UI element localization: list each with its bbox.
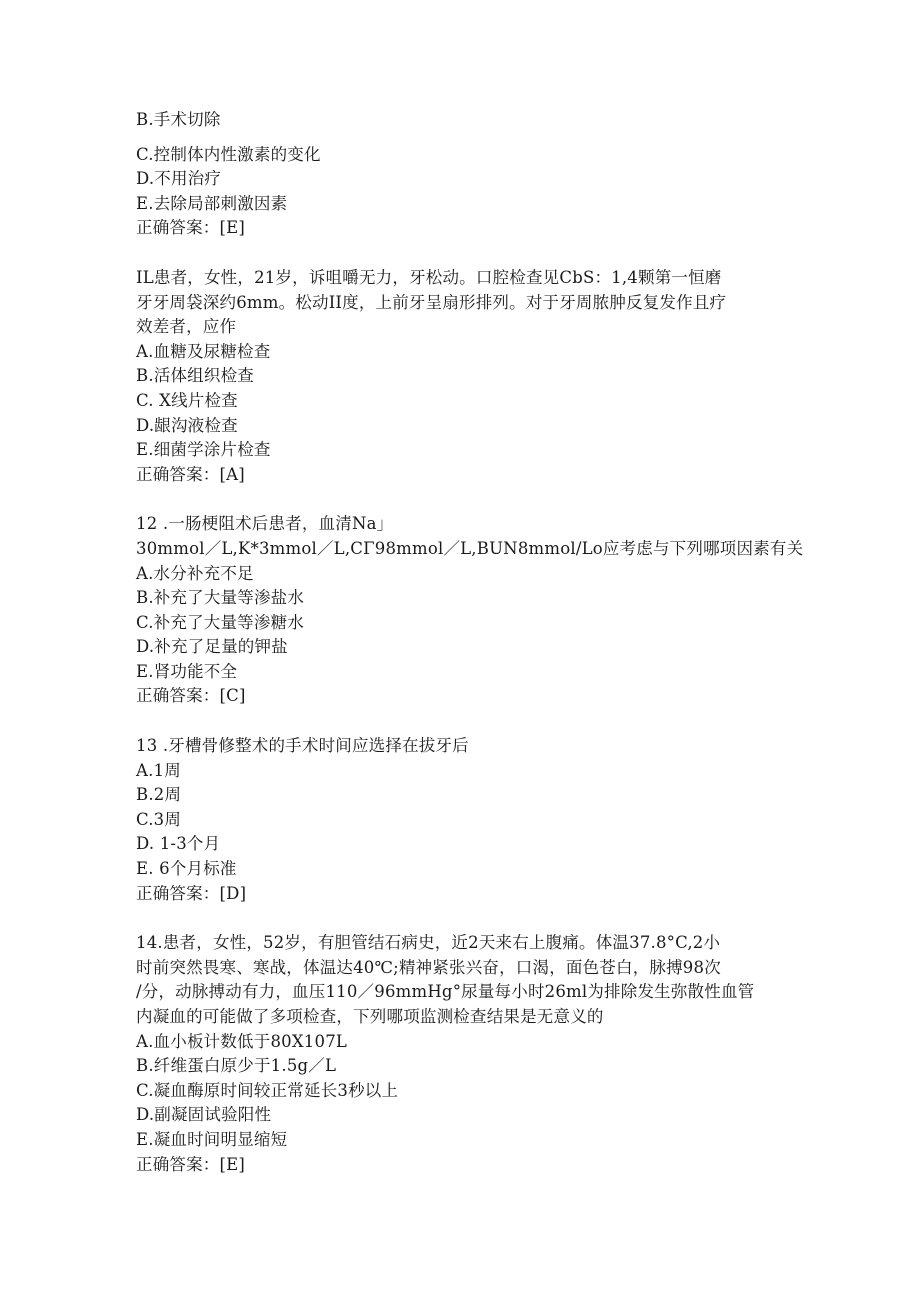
option-a: A.1周 [136,760,181,780]
answer-line: 正确答案：[A] [136,464,245,484]
option-e: E.去除局部刺激因素 [136,193,288,213]
option-d: D.副凝固试验阳性 [136,1105,272,1125]
option-d: D. 1-3个月 [136,834,221,854]
option-a: A.血糖及尿糖检查 [136,341,271,361]
option-b: B.纤维蛋白原少于1.5g／L [136,1056,337,1076]
question-14 [136,931,786,1177]
question-12 [136,512,804,709]
question-stem-line: 14.患者，女性，52岁，有胆管结石病史，近2天来右上腹痛。体温37.8°C,2小 [136,933,721,953]
question-13 [136,734,786,906]
answer-line: 正确答案：[E] [136,1154,246,1174]
question-11 [136,266,786,487]
option-b: B.补充了大量等渗盐水 [136,588,305,608]
question-stem-line: /分，动脉搏动有力，血压110／96mmHg°尿量每小时26ml为排除发生弥散性血管 [136,982,755,1002]
option-b: B.活体组织检查 [136,366,254,386]
question-stem-line: 效差者，应作 [136,317,237,337]
option-b: B.2周 [136,785,182,805]
option-c: C.控制体内性激素的变化 [136,144,321,164]
option-a: A.血小板计数低于80X107L [136,1031,348,1051]
option-c: C. X线片检查 [136,390,238,410]
question-stem-line: IL患者，女性，21岁，诉咀嚼无力，牙松动。口腔检查见CbS：1,4颗第一恒磨 [136,267,722,287]
document-page [136,108,804,1177]
option-e: E.凝血时间明显缩短 [136,1129,288,1149]
option-d: D.龈沟液检查 [136,415,238,435]
option-c: C.凝血酶原时间较正常延长3秒以上 [136,1080,399,1100]
question-stem-line: 时前突然畏寒、寒战，体温达40℃;精神紧张兴奋，口渴，面色苍白，脉搏98次 [136,957,721,977]
option-a: A.水分补充不足 [136,563,254,583]
answer-line: 正确答案：[C] [136,686,246,706]
option-d: D.补充了足量的钾盐 [136,637,288,657]
option-e: E.肾功能不全 [136,661,238,681]
option-c: C.补充了大量等渗糖水 [136,612,304,632]
option-b: B.手术切除 [136,110,221,129]
answer-line: 正确答案：[E] [136,218,246,238]
question-stem-line: 牙牙周袋深约6mm。松动II度，上前牙呈扇形排列。对于牙周脓肿反复发作且疗 [136,292,727,312]
question-stem-line: 内凝血的可能做了多项检查，下列哪项监测检查结果是无意义的 [136,1007,604,1026]
question-stem-line: 30mmol／L,K*3mmol／L,CΓ98mmol／L,BUN8mmol/Lo应考虑与下列哪项因素有关 [136,538,804,558]
option-c: C.3周 [136,809,182,829]
question-stem-line: 12 .一肠梗阻术后患者，血清Na」 [136,514,394,534]
answer-line: 正确答案：[D] [136,883,247,903]
option-d: D.不用治疗 [136,169,222,189]
option-e: E.细菌学涂片检查 [136,440,271,460]
option-e: E. 6个月标准 [136,859,237,879]
question-10-tail [136,108,786,241]
question-stem-line: 13 .牙槽骨修整术的手术时间应选择在拔牙后 [136,736,469,756]
